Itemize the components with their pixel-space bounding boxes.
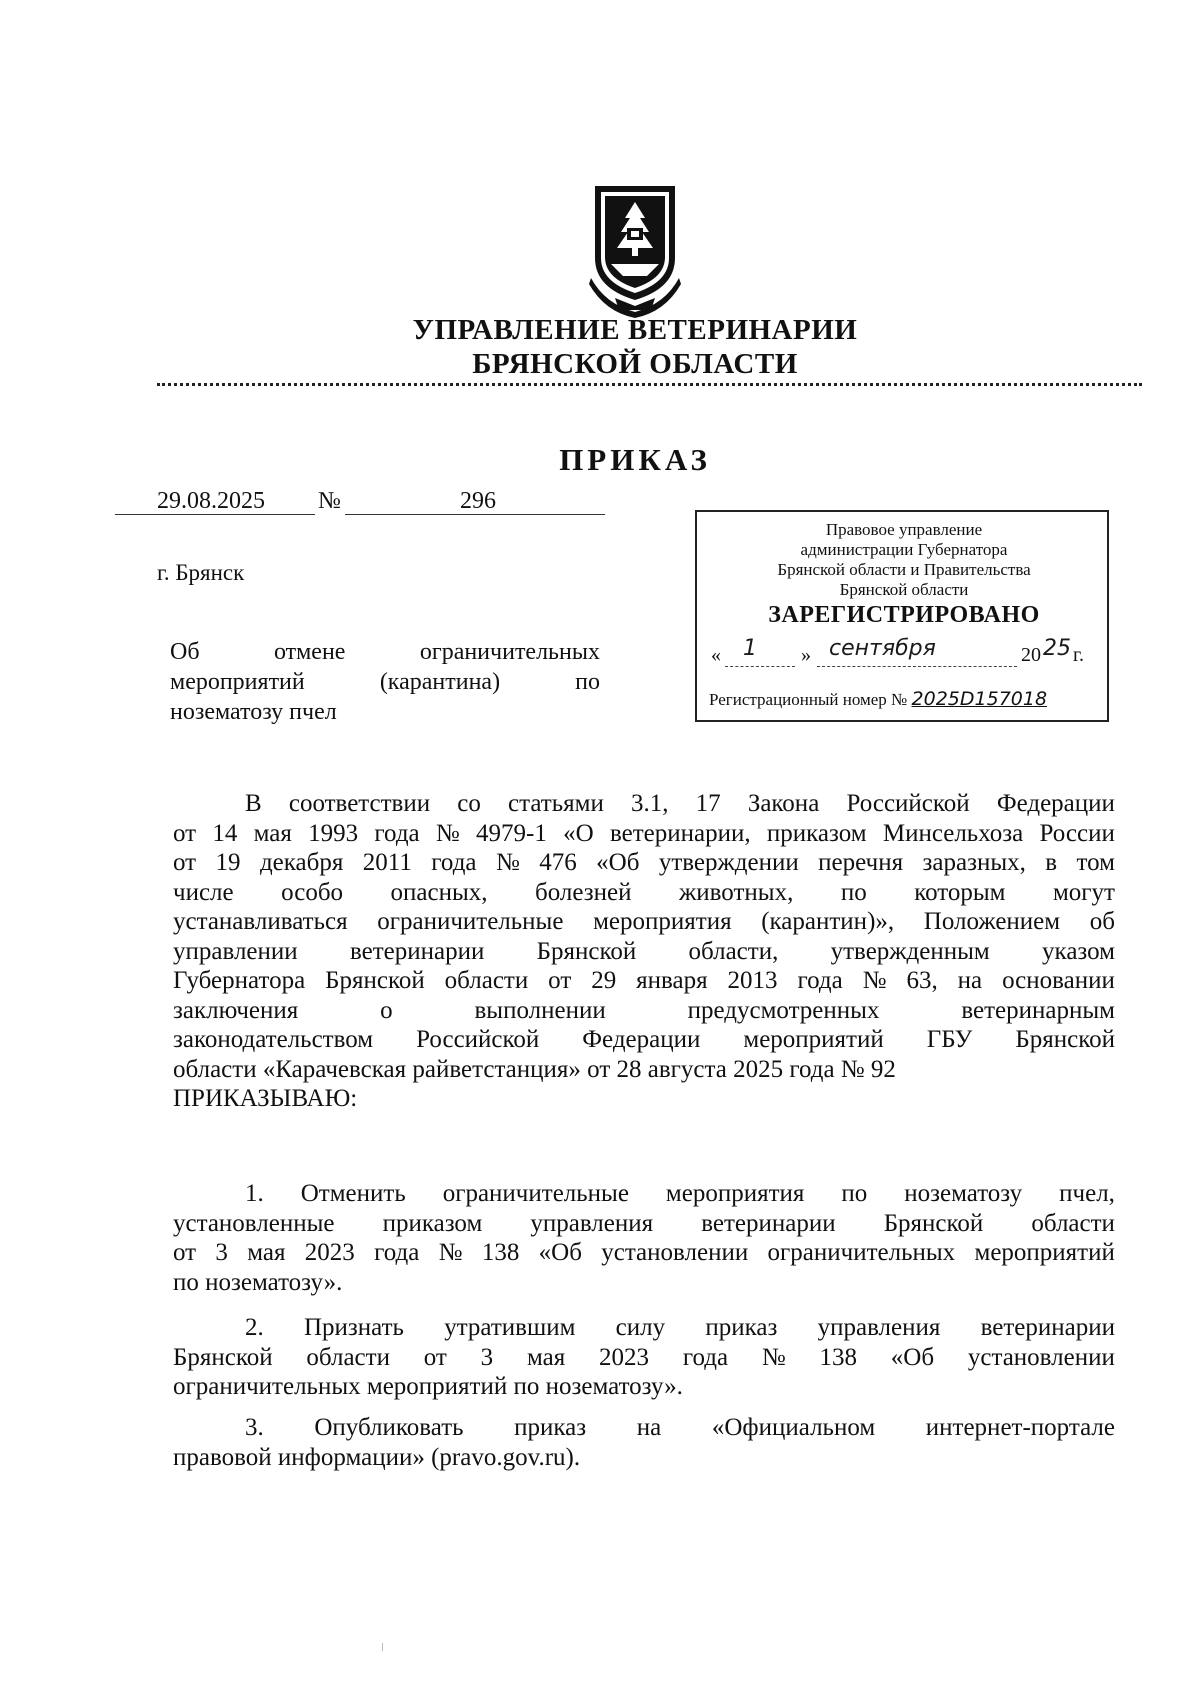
order-item-3	[173, 1413, 1115, 1472]
organization-name-line1: УПРАВЛЕНИЕ ВЕТЕРИНАРИИ	[412, 314, 858, 346]
scan-artifact	[382, 1643, 383, 1651]
text-line: Губернатора Брянской области от 29 января 2013 года № 63, на основании	[173, 967, 1115, 994]
stamp-line2: администрации Губернатора	[800, 540, 1008, 559]
reg-number-handwritten: 2025D157018	[911, 688, 1048, 710]
text-line: ПРИКАЗЫВАЮ:	[173, 1085, 358, 1112]
city: г. Брянск	[157, 560, 245, 585]
text-line: заключения о выполнении предусмотренных ветеринарным	[173, 996, 1115, 1024]
order-subject	[170, 637, 600, 727]
word: (карантина)	[379, 669, 501, 695]
word: мероприятий	[170, 669, 305, 695]
stamp-registration-number	[709, 688, 1105, 710]
text-line: установленные приказом управления ветеринарии Брянской области	[173, 1209, 1115, 1237]
order-date: 29.08.2025	[157, 488, 265, 514]
stamp-date	[711, 636, 1101, 672]
coat-of-arms-emblem	[585, 178, 685, 320]
word: отмене	[273, 639, 346, 665]
number-sign: №	[318, 488, 341, 514]
text-line: 1. Отменить ограничительные мероприятия по нозематозу пчел,	[245, 1180, 1115, 1207]
text-line: управлении ветеринарии Брянской области, утвержденным указом	[173, 937, 1115, 965]
text-line: области «Карачевская райветстанция» от 28 августа 2025 года № 92	[173, 1055, 896, 1083]
stamp-registered-label: ЗАРЕГИСТРИРОВАНО	[768, 602, 1040, 628]
text-line: по нозематозу».	[173, 1268, 343, 1296]
organization-name-line2: БРЯНСКОЙ ОБЛАСТИ	[472, 348, 798, 380]
word: ограничительных	[419, 639, 600, 665]
stamp-line1: Правовое управление	[825, 520, 983, 539]
text-line: от 3 мая 2023 года № 138 «Об установлении ограничительных мероприятий	[173, 1239, 1115, 1266]
stamp-line4: Брянской области	[839, 580, 969, 599]
text-line: законодательством Российской Федерации мероприятий ГБУ Брянской	[173, 1026, 1115, 1053]
subject-line	[170, 667, 600, 697]
reg-number-label: Регистрационный номер №	[709, 690, 908, 709]
text-line: от 14 мая 1993 года № 4979-1 «О ветеринарии, приказом Минсельхоза России	[173, 819, 1115, 847]
text-line: устанавливаться ограничительные мероприятия (карантин)», Положением об	[173, 908, 1115, 935]
year-prefix: 20	[1021, 644, 1041, 666]
subject-line	[170, 637, 600, 667]
month-underline	[817, 666, 1017, 667]
text-line: 3. Опубликовать приказ на «Официальном интернет-портале	[245, 1414, 1115, 1441]
text-line: Брянской области от 3 мая 2023 года № 138 «Об установлении	[173, 1343, 1115, 1371]
text-line: ограничительных мероприятий по нозематозу».	[173, 1373, 683, 1400]
quote-open: «	[711, 644, 721, 666]
word: по	[575, 669, 600, 695]
order-number: 296	[460, 488, 496, 514]
subject-line	[170, 697, 600, 727]
word: нозематозу пчел	[170, 699, 337, 725]
order-item-2	[173, 1313, 1115, 1402]
day-underline	[725, 666, 795, 667]
order-item-1	[173, 1179, 1115, 1297]
text-line: В соответствии со статьями 3.1, 17 Закона Российской Федерации	[245, 790, 1115, 817]
text-line: 2. Признать утратившим силу приказ управления ветеринарии	[245, 1314, 1115, 1341]
stamp-month-handwritten: сентября	[829, 636, 936, 661]
registration-stamp	[695, 510, 1109, 722]
document-type-title: ПРИКАЗ	[559, 442, 711, 477]
text-line: числе особо опасных, болезней животных, по которым могут	[173, 878, 1115, 906]
preamble-paragraph	[173, 789, 1115, 1114]
year-unit: г.	[1073, 644, 1084, 666]
word: Об	[170, 639, 200, 665]
text-line: от 19 декабря 2011 года № 476 «Об утверждении перечня заразных, в том	[173, 849, 1115, 876]
header-dotted-divider	[157, 383, 1142, 386]
text-line: правовой информации» (pravo.gov.ru).	[173, 1443, 581, 1471]
stamp-day-handwritten: 1	[743, 636, 757, 661]
year-suffix-handwritten: 25	[1043, 636, 1071, 661]
quote-close: »	[801, 644, 811, 666]
stamp-line3: Брянской области и Правительства	[777, 560, 1031, 579]
